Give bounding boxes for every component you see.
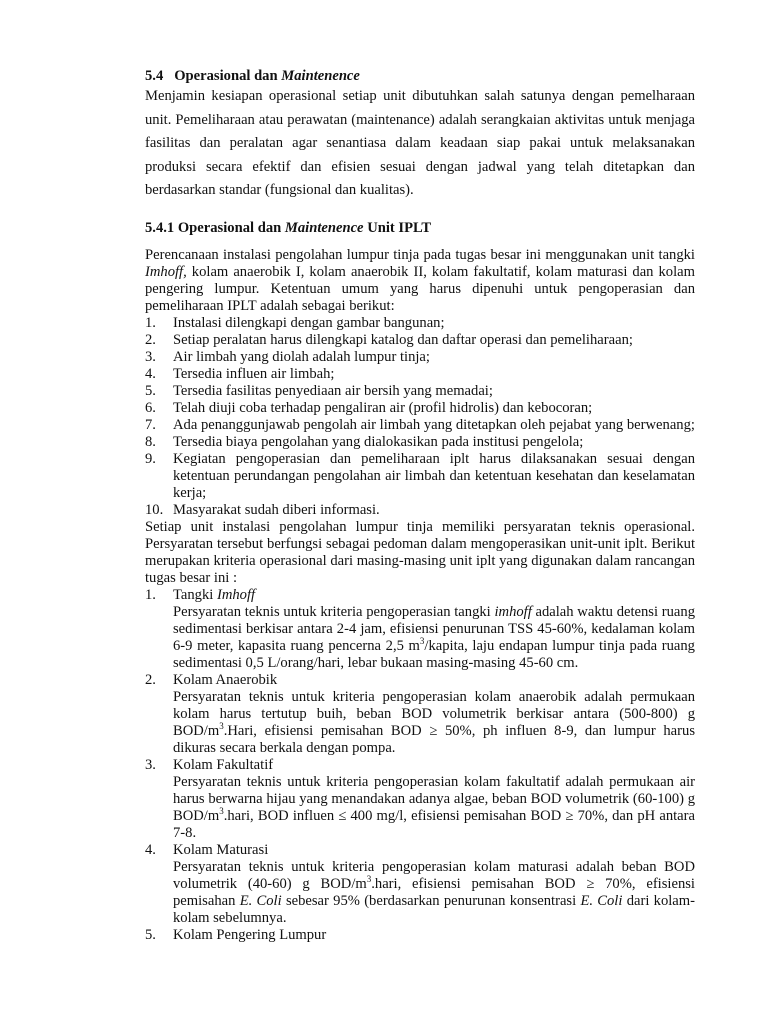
unit-description (173, 689, 695, 757)
desc-part: Persyaratan teknis untuk kriteria pengoperasian kolam fakultatif adalah permukaan air harus berwarna hijau yang menandakan adanya algae, beban BOD volumetrik (60-100) g BOD/m (173, 773, 695, 824)
unit-description (173, 859, 695, 927)
subsection-title-italic: Maintenence (284, 219, 364, 236)
section-paragraph: Menjamin kesiapan operasional setiap unit dibutuhkan salah satunya dengan pemelharaan unit. Pemeliharaan atau perawatan (maintenance) adalah serangkaian aktivitas untuk menjaga fasilitas dan peralatan agar senantiasa dalam keadaan siap pakai untuk melaksanakan produksi secara efektif dan efisien sesuai dengan jadwal yang telah ditetapkan dan berdasarkan standar (fungsional dan kualitas). (145, 88, 695, 198)
superscript: 3 (366, 873, 372, 884)
requirement-item (145, 451, 695, 502)
intro-text-a: Perencanaan instalasi pengolahan lumpur tinja pada tugas besar ini menggunakan unit tangki (145, 246, 695, 263)
unit-body (173, 757, 695, 842)
desc-italic: imhoff (494, 603, 532, 620)
unit-title-italic: Imhoff (216, 586, 256, 603)
desc-part: sebesar 95% (berdasarkan penurunan konsentrasi (281, 892, 581, 909)
unit-body (173, 587, 695, 672)
requirement-text: Tersedia fasilitas penyediaan air bersih yang memadai; (173, 382, 493, 399)
section-heading-5-4 (145, 68, 695, 85)
unit-title (173, 587, 695, 604)
requirement-text: Kegiatan pengoperasian dan pemeliharaan iplt harus dilaksanakan sesuai dengan ketentuan perundangan pengolahan air limbah dan ketentuan kesehatan dan keselamatan kerja; (173, 450, 695, 501)
requirement-text: Telah diuji coba terhadap pengaliran air (profil hidrolis) dan kebocoran; (173, 399, 593, 416)
requirement-text: Masyarakat sudah diberi informasi. (173, 501, 380, 518)
requirement-number: 1. (145, 314, 156, 331)
requirement-number: 9. (145, 450, 156, 467)
desc-italic: E. Coli (239, 892, 282, 909)
unit-item (145, 842, 695, 927)
intro-text-b: kolam anaerobik I, kolam anaerobik II, kolam fakultatif, kolam maturasi dan kolam pengering lumpur. Ketentuan umum yang harus dipenuhi untuk pengoperasian dan pemeliharaan IPLT adalah sebagai berikut: (145, 263, 695, 314)
subsection-title: 5.4.1 Operasional dan (145, 219, 285, 236)
requirement-number: 5. (145, 382, 156, 399)
subsection-heading-5-4-1 (145, 220, 695, 237)
requirements-list (145, 315, 695, 519)
after-list-paragraph: Setiap unit instalasi pengolahan lumpur tinja memiliki persyaratan teknis operasional. Persyaratan tersebut berfungsi sebagai pedoman dalam mengoperasikan unit-unit iplt. Berikut merupakan kriteria operasional dari masing-masing unit iplt yang digunakan dalam rancangan tugas besar ini : (145, 518, 695, 586)
requirement-number: 4. (145, 365, 156, 382)
unit-title: Kolam Pengering Lumpur (173, 926, 327, 943)
unit-item (145, 927, 695, 944)
requirement-text: Tersedia biaya pengolahan yang dialokasikan pada institusi pengelola; (173, 433, 584, 450)
desc-part: Persyaratan teknis untuk kriteria pengoperasian kolam maturasi adalah beban BOD volumetrik (40-60) g BOD/m (173, 858, 695, 892)
desc-part: .Hari, efisiensi pemisahan BOD ≥ 50%, ph influen 8-9, dan lumpur harus dikuras secara berkala dengan pompa. (173, 722, 695, 756)
unit-title: Kolam Maturasi (173, 841, 269, 858)
requirement-text: Ada penanggunjawab pengolah air limbah yang ditetapkan oleh pejabat yang berwenang; (173, 416, 695, 433)
superscript: 3 (219, 720, 224, 731)
requirement-item (145, 315, 695, 332)
requirement-item (145, 366, 695, 383)
unit-description (173, 774, 695, 842)
unit-number: 1. (145, 586, 156, 603)
unit-body (173, 842, 695, 927)
requirement-item (145, 400, 695, 417)
requirement-item (145, 417, 695, 434)
requirement-item (145, 502, 695, 519)
unit-item (145, 672, 695, 757)
unit-number: 4. (145, 841, 156, 858)
unit-list (145, 587, 695, 944)
requirement-number: 3. (145, 348, 156, 365)
document-content (145, 68, 695, 944)
intro-text-italic: Imhoff, (145, 263, 187, 280)
unit-title: Kolam Fakultatif (173, 756, 274, 773)
requirement-item (145, 332, 695, 349)
desc-part: Persyaratan teknis untuk kriteria pengoperasian tangki (173, 603, 495, 620)
unit-number: 2. (145, 671, 156, 688)
unit-description (173, 604, 695, 672)
unit-number: 5. (145, 926, 156, 943)
desc-italic: E. Coli (580, 892, 623, 909)
unit-item (145, 587, 695, 672)
unit-item (145, 757, 695, 842)
requirement-number: 6. (145, 399, 156, 416)
requirement-number: 8. (145, 433, 156, 450)
desc-part: .hari, BOD influen ≤ 400 mg/l, efisiensi pemisahan BOD ≥ 70%, dan pH antara 7-8. (173, 807, 695, 841)
requirement-text: Instalasi dilengkapi dengan gambar bangunan; (173, 314, 445, 331)
section-title: Operasional dan (174, 68, 282, 84)
requirement-text: Tersedia influen air limbah; (173, 365, 335, 382)
section-number: 5.4 (145, 68, 164, 84)
requirement-item (145, 349, 695, 366)
desc-part: /kapita, laju endapan lumpur tinja pada ruang sedimentasi 0,5 L/orang/hari, lebar bukaan masing-masing 45-60 cm. (173, 637, 695, 671)
unit-body (173, 672, 695, 757)
desc-part: dari kolam-kolam sebelumnya. (173, 892, 695, 926)
requirement-number: 7. (145, 416, 156, 433)
desc-part: Persyaratan teknis untuk kriteria pengoperasian kolam anaerobik adalah permukaan kolam harus tertutup buih, beban BOD volumetrik berkisar antara (500-800) g BOD/m (173, 688, 695, 739)
superscript: 3 (419, 635, 425, 646)
intro-paragraph (145, 247, 695, 315)
requirement-number: 10. (145, 501, 164, 518)
desc-part: .hari, efisiensi pemisahan BOD ≥ 70%, efisiensi pemisahan (173, 875, 695, 909)
unit-body (173, 927, 695, 944)
requirement-item (145, 383, 695, 400)
unit-number: 3. (145, 756, 156, 773)
section-title-italic: Maintenence (281, 68, 360, 84)
requirement-text: Air limbah yang diolah adalah lumpur tinja; (173, 348, 430, 365)
subsection-title-end: Unit IPLT (363, 219, 432, 236)
requirement-number: 2. (145, 331, 156, 348)
superscript: 3 (219, 805, 224, 816)
unit-title-text: Tangki (173, 586, 217, 603)
requirement-text: Setiap peralatan harus dilengkapi katalog dan daftar operasi dan pemeliharaan; (173, 331, 633, 348)
requirement-item (145, 434, 695, 451)
desc-part: adalah waktu detensi ruang sedimentasi berkisar antara 2-4 jam, efisiensi penurunan TSS 45-60%, kedalaman kolam 6-9 meter, kapasita ruang pencerna 2,5 m (173, 603, 696, 654)
unit-title: Kolam Anaerobik (173, 671, 278, 688)
